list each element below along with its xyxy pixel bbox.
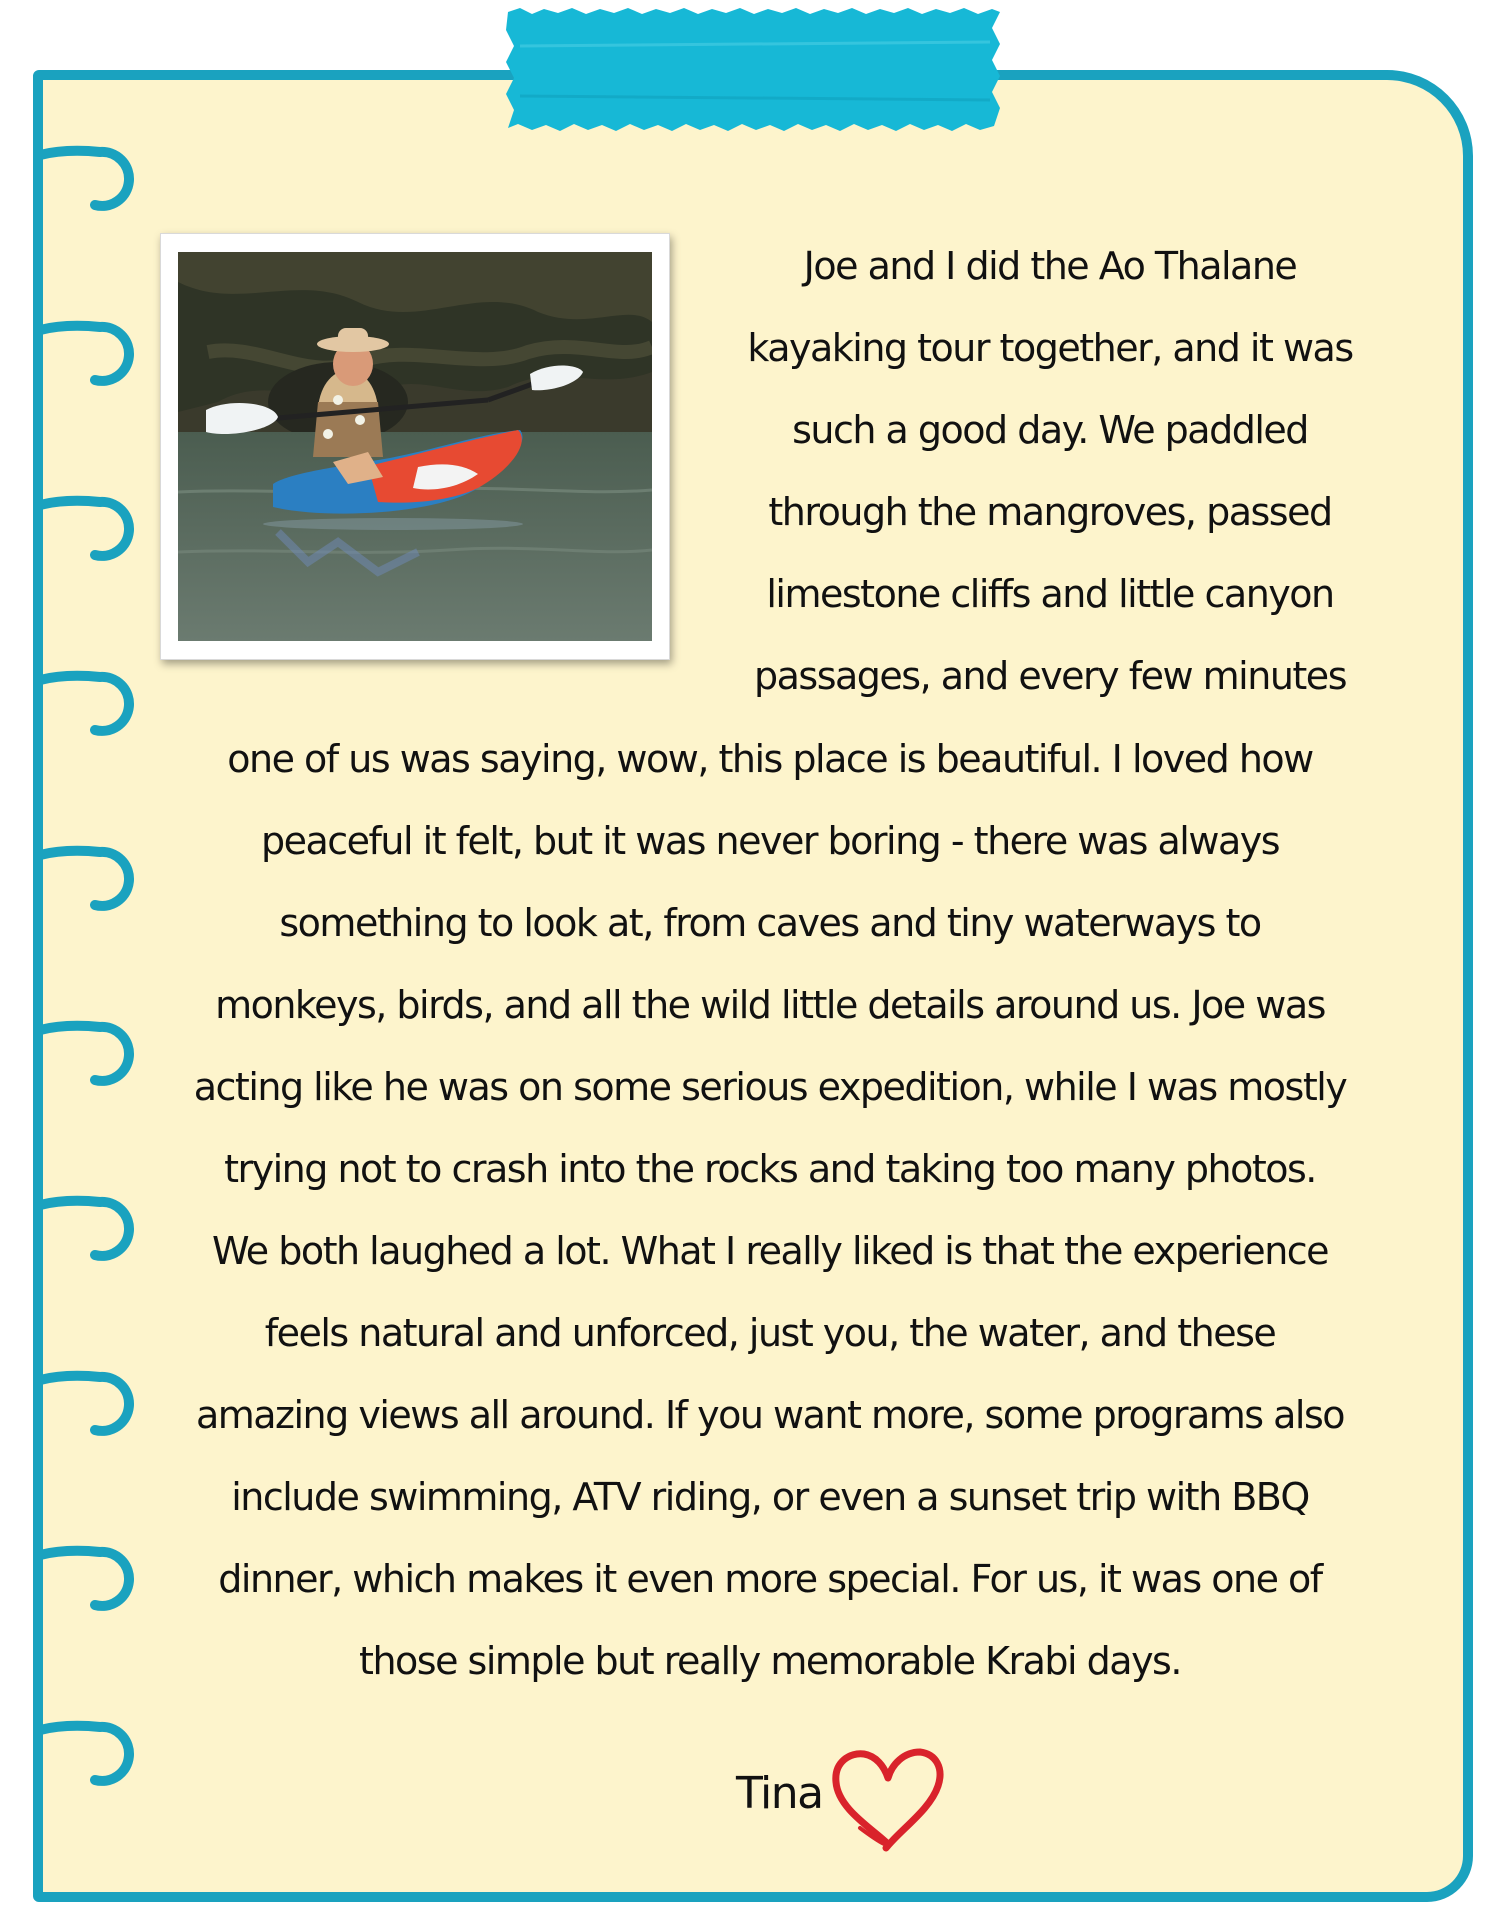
story-line: kayaking tour together, and it was <box>747 326 1353 370</box>
story-line: peaceful it felt, but it was never boring - there was always <box>260 819 1280 863</box>
story-line: through the mangroves, passed <box>768 490 1332 534</box>
story-line: feels natural and unforced, just you, the water, and these <box>264 1311 1276 1355</box>
story-line: trying not to crash into the rocks and taking too many photos. <box>224 1147 1316 1191</box>
story-line: passages, and every few minutes <box>754 654 1346 698</box>
tape-strip <box>500 6 1006 134</box>
kayaker-photo <box>178 252 652 641</box>
story-line: dinner, which makes it even more special. For us, it was one of <box>218 1557 1322 1601</box>
story-line: include swimming, ATV riding, or even a sunset trip with BBQ <box>231 1475 1309 1519</box>
photo-frame <box>160 233 670 660</box>
heart-icon <box>828 1744 948 1854</box>
story-line: Joe and I did the Ao Thalane <box>803 244 1297 288</box>
story-line: one of us was saying, wow, this place is beautiful. I loved how <box>227 737 1313 781</box>
story-line: something to look at, from caves and tiny waterways to <box>279 901 1261 945</box>
signature <box>700 1740 960 1870</box>
story-line: such a good day. We paddled <box>792 408 1308 452</box>
story-line: those simple but really memorable Krabi days. <box>359 1639 1181 1683</box>
story-line: monkeys, birds, and all the wild little details around us. Joe was <box>215 983 1325 1027</box>
story-text-full-width <box>140 718 1400 1702</box>
story-line: amazing views all around. If you want more, some programs also <box>195 1393 1345 1437</box>
signature-name: Tina <box>736 1768 823 1819</box>
story-line: acting like he was on some serious expedition, while I was mostly <box>193 1065 1347 1109</box>
story-text-beside-photo <box>700 225 1400 717</box>
story-line: limestone cliffs and little canyon <box>766 572 1334 616</box>
story-line: We both laughed a lot. What I really liked is that the experience <box>211 1229 1329 1273</box>
